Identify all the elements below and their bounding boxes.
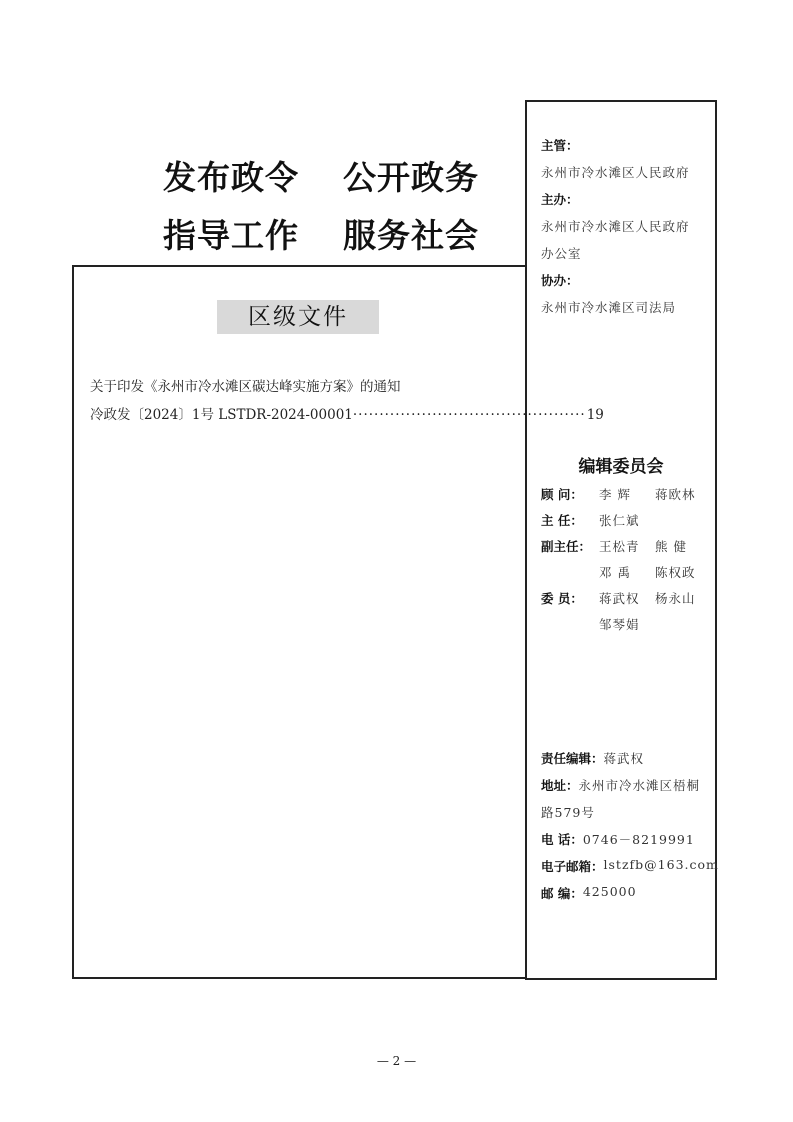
toc-leader-dots: ············································ bbox=[352, 407, 586, 423]
co-organizer-label: 协办： bbox=[541, 273, 579, 288]
member-label: 委 员： bbox=[541, 591, 583, 606]
advisor-row bbox=[541, 485, 711, 503]
page-number: — 2 — bbox=[376, 1054, 417, 1068]
email-label: 电子邮箱： bbox=[541, 859, 604, 874]
slogan-serve-society: 服务社会 bbox=[343, 216, 479, 255]
deputy-row-2 bbox=[541, 563, 711, 581]
deputy-name: 邓 禹 bbox=[599, 565, 631, 580]
email-row bbox=[541, 857, 719, 875]
address-value-line-1: 永州市冷水滩区梧桐 bbox=[578, 778, 701, 793]
director-label: 主 任： bbox=[541, 513, 583, 528]
slogan-line-2 bbox=[163, 210, 479, 257]
advisor-name: 蒋欧林 bbox=[655, 487, 696, 502]
address-row bbox=[541, 776, 700, 794]
editor-row bbox=[541, 749, 644, 767]
address-value-line-2: 路579号 bbox=[541, 805, 595, 820]
masthead-sidebar bbox=[525, 100, 717, 980]
deputy-name: 陈权政 bbox=[655, 565, 696, 580]
deputy-row bbox=[541, 537, 711, 555]
editor-value: 蒋武权 bbox=[603, 751, 645, 766]
toc-doc-number: 冷政发〔2024〕1号 LSTDR-2024-00001 bbox=[90, 407, 353, 423]
postcode-row bbox=[541, 884, 637, 902]
phone-value: 0746－8219991 bbox=[582, 832, 695, 847]
member-name: 蒋武权 bbox=[599, 591, 640, 606]
toc-page-number: 19 bbox=[586, 407, 604, 423]
advisor-name: 李 辉 bbox=[599, 487, 631, 502]
phone-row bbox=[541, 830, 695, 848]
section-title: 区级文件 bbox=[217, 300, 379, 334]
host-label: 主办： bbox=[541, 192, 579, 207]
slogan-line-1 bbox=[163, 152, 479, 199]
host-value-line-2: 办公室 bbox=[541, 246, 582, 261]
co-organizer-value: 永州市冷水滩区司法局 bbox=[541, 300, 677, 315]
editor-label: 责任编辑： bbox=[541, 751, 604, 766]
deputy-name: 熊 健 bbox=[655, 539, 687, 554]
address-label: 地址： bbox=[541, 778, 579, 793]
editorial-committee-title: 编辑委员会 bbox=[578, 457, 664, 477]
slogan-open-affairs: 公开政务 bbox=[343, 158, 479, 197]
member-name: 邹琴娟 bbox=[599, 617, 640, 632]
member-row-2 bbox=[541, 615, 655, 633]
postcode-label: 邮 编： bbox=[541, 886, 583, 901]
postcode-value: 425000 bbox=[582, 884, 637, 899]
phone-label: 电 话： bbox=[541, 832, 583, 847]
email-value[interactable]: lstzfb@163.com bbox=[603, 857, 719, 872]
deputy-name: 王松青 bbox=[599, 539, 640, 554]
toc-entry-line[interactable] bbox=[90, 403, 604, 423]
member-row bbox=[541, 589, 711, 607]
deputy-label: 副主任： bbox=[541, 539, 592, 554]
director-name: 张仁斌 bbox=[599, 513, 640, 528]
slogan-guide-work: 指导工作 bbox=[163, 216, 299, 255]
host-value-line-1: 永州市冷水滩区人民政府 bbox=[541, 219, 690, 234]
member-name: 杨永山 bbox=[655, 591, 696, 606]
advisor-label: 顾 问： bbox=[541, 487, 583, 502]
director-row bbox=[541, 511, 655, 529]
sponsor-value: 永州市冷水滩区人民政府 bbox=[541, 165, 690, 180]
sponsor-label: 主管： bbox=[541, 138, 579, 153]
toc-entry-title[interactable]: 关于印发《永州市冷水滩区碳达峰实施方案》的通知 bbox=[90, 379, 401, 395]
slogan-publish-decrees: 发布政令 bbox=[163, 158, 299, 197]
